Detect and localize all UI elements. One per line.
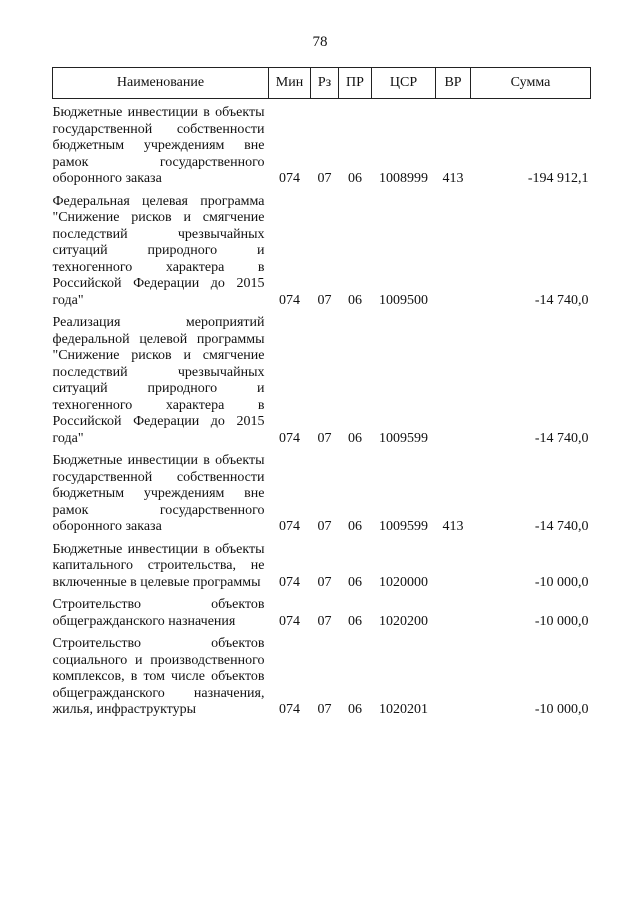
- row-min: 074: [279, 702, 300, 717]
- row-pr: 06: [348, 430, 362, 446]
- row-rz: 07: [317, 613, 332, 629]
- row-min: 074: [279, 171, 300, 186]
- row-csr: 1009599: [379, 519, 428, 534]
- row-name: Строительство объектов общегражданского назначения: [52, 597, 265, 629]
- row-min: 074: [279, 292, 300, 308]
- row-rz: 07: [317, 519, 332, 534]
- row-csr: 1020200: [379, 613, 428, 629]
- row-rz: 07: [317, 171, 332, 186]
- header-min: Мин: [269, 68, 311, 99]
- header-vr: ВР: [436, 68, 471, 99]
- row-name: Бюджетные инвестиции в объекты государственной собственности бюджетным учреждениям вне рамок государственного оборонного заказа: [52, 105, 265, 186]
- row-sum: -194 912,1: [527, 171, 589, 186]
- row-csr: 1020201: [379, 702, 428, 717]
- header-csr: ЦСР: [372, 68, 436, 99]
- table-row: [53, 309, 591, 447]
- row-min: 074: [279, 519, 300, 534]
- table-row: [53, 536, 591, 592]
- row-name: Бюджетные инвестиции в объекты государственной собственности бюджетным учреждениям вне рамок государственного оборонного заказа: [52, 453, 265, 534]
- table-header-row: [53, 68, 591, 99]
- table-row: [53, 99, 591, 188]
- row-pr: 06: [348, 519, 362, 534]
- row-pr: 06: [348, 574, 362, 590]
- row-vr: [436, 630, 471, 719]
- row-sum: -10 000,0: [534, 613, 589, 629]
- row-rz: 07: [317, 292, 332, 308]
- row-csr: 1020000: [379, 574, 428, 590]
- row-pr: 06: [348, 292, 362, 308]
- row-name: Федеральная целевая программа "Снижение рисков и смягчение последствий чрезвычайных ситуаций природного и техногенного характера в Российской Федерации до 2015 года": [52, 193, 265, 308]
- row-min: 074: [279, 574, 300, 590]
- table-row: [53, 447, 591, 536]
- table-row: [53, 591, 591, 630]
- row-sum: -10 000,0: [534, 574, 589, 590]
- row-rz: 07: [317, 430, 332, 446]
- budget-table: [52, 67, 591, 719]
- row-vr: [436, 309, 471, 447]
- row-sum: -14 740,0: [534, 430, 589, 446]
- table-row: [53, 188, 591, 310]
- header-name: Наименование: [53, 68, 269, 99]
- row-vr: [436, 591, 471, 630]
- row-min: 074: [279, 430, 300, 446]
- row-pr: 06: [348, 171, 362, 186]
- header-sum: Сумма: [471, 68, 591, 99]
- row-vr: [436, 536, 471, 592]
- page-number: 78: [312, 34, 328, 50]
- row-name: Бюджетные инвестиции в объекты капитального строительства, не включенные в целевые программы: [52, 541, 265, 590]
- row-vr: 413: [442, 171, 464, 186]
- row-name: Строительство объектов социального и производственного комплексов, в том числе объектов общегражданского назначения, жилья, инфраструктуры: [52, 636, 265, 717]
- header-pr: ПР: [339, 68, 372, 99]
- header-rz: Рз: [311, 68, 339, 99]
- row-sum: -14 740,0: [534, 519, 589, 534]
- row-rz: 07: [317, 702, 332, 717]
- row-csr: 1008999: [379, 171, 428, 186]
- row-sum: -14 740,0: [534, 292, 589, 308]
- row-vr: 413: [442, 519, 464, 534]
- row-csr: 1009500: [379, 292, 428, 308]
- row-sum: -10 000,0: [534, 702, 589, 717]
- table-row: [53, 630, 591, 719]
- row-csr: 1009599: [379, 430, 428, 446]
- row-pr: 06: [348, 613, 362, 629]
- row-rz: 07: [317, 574, 332, 590]
- row-min: 074: [279, 613, 300, 629]
- row-pr: 06: [348, 702, 362, 717]
- row-name: Реализация мероприятий федеральной целевой программы "Снижение рисков и смягчение последствий чрезвычайных ситуаций природного и техногенного характера в Российской Федерации до 2015 года": [52, 315, 265, 446]
- row-vr: [436, 188, 471, 310]
